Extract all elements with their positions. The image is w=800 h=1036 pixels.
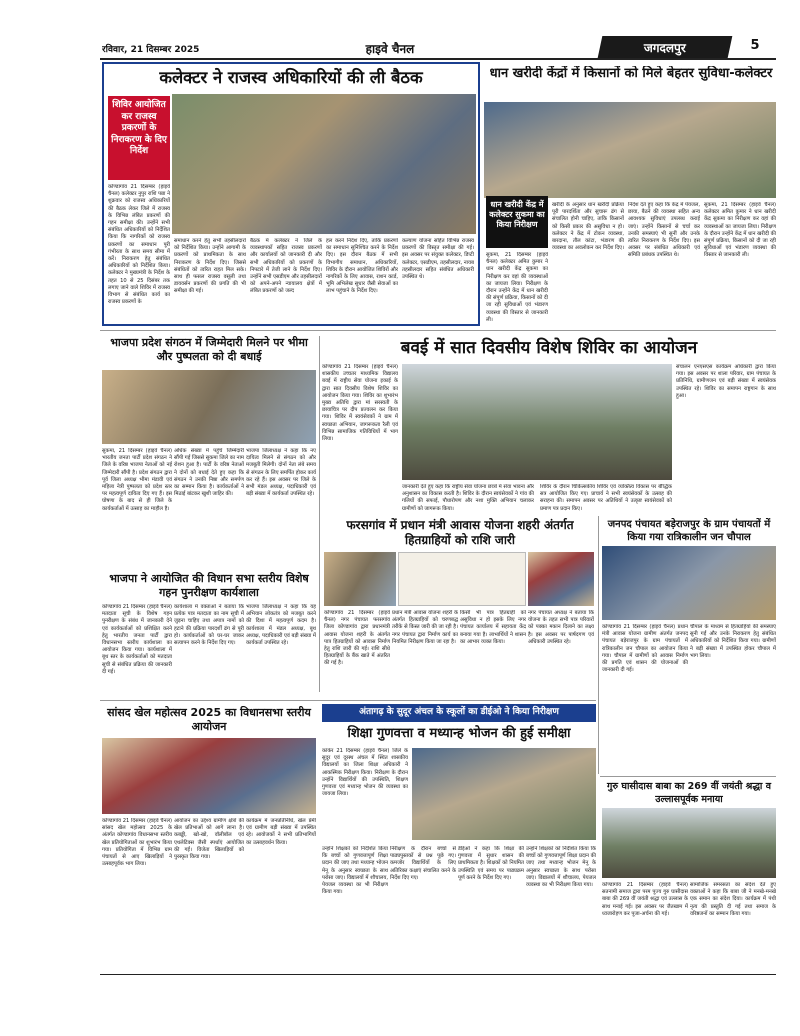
divider [100,700,596,701]
story-text: कांकेर 21 दिसम्बर (हाइवे चैनल) जिले के सुदूर एवं दूरस्थ अंचल में स्थित शासकीय विद्यालयों का जिला शिक्षा अधिकारी ने आकस्मिक निरीक्षण किया। निरीक्षण के दौरान उन्होंने विद्यार्थियों की उपस्थिति, शिक्षण गुणवत्ता एवं मध्यान्ह भोजन की व्यवस्था का जायजा लिया। [322,748,408,798]
story-text: डीईओ ने कहा कि शिक्षा की गुणवत्ता में सुधार शासन की प्राथमिकता है। शिक्षकों को नियमित उपस्थिति एवं समय पर पाठ्यक्रम पूर्ण करने के निर्देश दिए गए। [458,846,524,881]
story-text: हल करने निर्देश दिए, ताकि प्रकरणों का समाधान सुनिश्चित करने के निर्देश दिए। इस दौरान बैठक में सभी विभागीय समाधान, अधिकारियों, शिविर के दौरान आयोजित शिविरों और नागरिकों के लिए आवास, राशन कार्ड, भूमि अभिलेख सुधार जैसी सेवाओं का लाभ पहुंचाने के निर्देश दिए। [326,238,398,295]
bjp-group-photo-icon [102,370,316,444]
sports-photo-icon [102,738,316,814]
story-text: कोण्डागांव 21 दिसम्बर (हाइवे चैनल) सतनामी समाज द्वारा परम पूज्य गुरु घासीदास बाबा की 269 वीं जयंती श्रद्धा एवं उल्लास के साथ मनाई गई। इस अवसर पर जैतखाम में ध्वजारोहण कर पूजा-अर्चना की गई। [602,882,688,917]
story-text: अधिक संख्या में पहुंचे जिम्मेदारी सौंपी गई जिससे सुकमा जिले का नाम रोशन हुआ है। पार्टी के वरिष्ठ नेताओं ने दोनों को बधाई देते हुए कहा कि संगठन ने उनकी निष्ठा और समर्पण का सम्मान किया है। कार्यकर्ताओं ने मिठाई बांटकर खुशी जाहिर की। [174,448,244,498]
bank-document-icon [398,552,526,606]
story-text: शिविर के दौरान चिकित्सकीय शिविर एवं व्यक्तित्व विकास पर बौद्धिक सत्र आयोजित किए गए। प्राचार्य ने सभी स्वयंसेवकों के उत्साह की सराहना की। समापन अवसर पर अतिथियों ने उत्कृष्ट स्वयंसेवकों को प्रमाण पत्र प्रदान किए। [540,484,672,512]
story-text: निरीक्षण के दौरान बच्चों से पाठ्यपुस्तकों से प्रश्न पूछे गए। कमजोर विद्यार्थियों के लिए अतिरिक्त कक्षाएं संचालित करने के निर्देश दिए गए। [390,846,456,881]
school-photo-icon [412,748,596,840]
story-text: जानकारी देते हुए कहा कि राष्ट्रीय सेवा योजना छात्रों में सेवा भावना और अनुशासन का विकास करती है। शिविर के दौरान स्वयंसेवकों ने गांव की गलियों की सफाई, पौधारोपण और नशा मुक्ति अभियान चलाकर ग्रामीणों को जागरूक किया। [402,484,534,512]
header-date: रविवार, 21 दिसम्बर 2025 [102,45,200,55]
story-headline: भाजपा प्रदेश संगठन में जिम्मेदारी मिलने पर भीमा और पुष्पलता को दी बधाई [110,336,308,363]
divider [598,516,599,774]
jayanti-photo-icon [602,808,776,878]
story-text: कोण्डागांव 21 दिसम्बर (हाइवे चैनल) शासकीय उच्चतर माध्यमिक विद्यालय बवई में राष्ट्रीय सेवा योजना इकाई के द्वारा सात दिवसीय विशेष शिविर का आयोजन किया गया। शिविर का शुभारंभ मुख्य अतिथि द्वारा मां सरस्वती के छायाचित्र पर दीप प्रज्वलन कर किया गया। शिविर में स्वयंसेवकों ने ग्राम में स्वच्छता अभियान, जागरूकता रैली एवं विभिन्न सामाजिक गतिविधियों में भाग लिया। [322,364,398,443]
story-headline: जनपद पंचायत बड़ेराजपुर के ग्राम पंचायतों में किया गया रात्रिकालीन जन चौपाल [607,519,771,543]
story-text: चौपाल के माध्यम से हितग्राहियों की समस्याएं सुनी गईं और उनके निराकरण हेतु संबंधित अधिकारियों को निर्देशित किया गया। ग्रामीणों ने बड़ी संख्या में उपस्थित होकर चौपाल में भाग लिया। [690,624,776,659]
divider [319,336,320,692]
story-headline: सांसद खेल महोत्सव 2025 का विधानसभा स्तरीय आयोजन [107,706,311,733]
story-text: उन्होंने शिक्षकों को निर्देशित किया कि बच्चों को गुणवत्तापूर्ण शिक्षा प्रदान की जाए तथा मध्यान्ह भोजन मेनू के अनुसार स्वच्छता के साथ परोसा जाए। विद्यालयों में शौचालय, पेयजल व्यवस्था का भी निरीक्षण किया गया। [526,846,596,889]
story-text: कोण्डागांव 21 दिसम्बर (हाइवे चैनल) सांसद खेल महोत्सव 2025 के अंतर्गत कोण्डागांव विधानसभा स्तरीय खेल प्रतियोगिताओं का शुभारंभ किया गया। प्रतियोगिता में विभिन्न ग्राम पंचायतों से आए खिलाड़ियों ने उत्साहपूर्वक भाग लिया। [102,818,172,868]
story-headline: कलेक्टर ने राजस्व अधिकारियों की ली बैठक [159,68,423,87]
story-text: कोण्डागांव 21 दिसम्बर (हाइवे चैनल) मतदाता सूची के विशेष गहन पुनरीक्षण के संबंध में जानकारी देने एवं कार्यकर्ताओं को प्रशिक्षित करने हेतु भारतीय जनता पार्टी द्वारा विधानसभा स्तरीय कार्यशाला का आयोजन किया गया। कार्यशाला में बूथ स्तर के कार्यकर्ताओं को मतदाता सूची से संबंधित प्रक्रिया की जानकारी दी गई। [102,604,172,675]
story-text: भाजपा जिलाध्यक्ष ने कहा कि यह अभियान लोकतंत्र को मजबूत करने की दिशा में महत्वपूर्ण कदम है। कार्यशाला में मंडल अध्यक्ष, बूथ अध्यक्ष, पदाधिकारी एवं बड़ी संख्या में कार्यकर्ता उपस्थित रहे। [246,604,316,647]
story-text: सुकमा, 21 दिसम्बर (हाइवे चैनल) कलेक्टर अमित कुमार ने धान खरीदी केंद्र सुकमा का निरीक्षण कर वहां की व्यवस्थाओं का जायजा लिया। निरीक्षण के दौरान उन्होंने केंद्र में धान खरीदी की संपूर्ण प्रक्रिया, किसानों को दी जा रही सुविधाओं एवं भंडारण व्यवस्था की विस्तार से जानकारी ली। [704,202,776,259]
meeting-photo-icon [172,94,476,234]
story-text: कल्याण योजना सहित विभिन्न राजस्व प्रकरणों की विस्तृत समीक्षा की गई। इस अवसर पर संयुक्त कलेक्टर, डिप्टी कलेक्टर, एसडीएम, तहसीलदार, नायब तहसीलदार सहित संबंधित अधिकारी उपस्थित थे। [402,238,474,281]
story-text: समाधान करने हेतु सभी तहसीलदारों को निर्देशित किया। उन्होंने आगामी के प्रकरणों को प्राथमिकता के साथ निराकरण के निर्देश दिए। जिससे संबंधितों को त्वरित राहत मिल सके। साथ ही फसल राजस्व वसूली तथा डायवर्सन प्रकरणों की प्रगति की भी समीक्षा की गई। [174,238,246,295]
story-text: सुकमा, 21 दिसम्बर (हाइवे चैनल) कलेक्टर अमित कुमार ने धान खरीदी केंद्र सुकमा का निरीक्षण कर वहां की व्यवस्थाओं का जायजा लिया। निरीक्षण के दौरान उन्होंने केंद्र में धान खरीदी की संपूर्ण प्रक्रिया, किसानों को दी जा रही सुविधाओं एवं भंडारण व्यवस्था की विस्तार से जानकारी ली। [486,252,548,323]
beneficiary-photo-icon [324,552,396,606]
story-sidebox: धान खरीदी केंद्र में कलेक्टर सुकमा का किया निरीक्षण [486,196,548,248]
story-headline: शिक्षा गुणवत्ता व मध्यान्ह भोजन की हुई समीक्षा [347,726,571,741]
footer-rule [100,974,776,975]
header-city: जगदलपुर [598,36,733,58]
story-headline: बवई में सात दिवसीय विशेष शिविर का आयोजन [400,338,698,358]
story-text: कोण्डागांव 21 दिसम्बर (हाइवे चैनल) कलेक्टर नुपुर राशि पन्ना ने शुक्रवार को राजस्व अधिकारियों की बैठक लेकर जिले में राजस्व के विभिन्न लंबित प्रकरणों की गहन समीक्षा की। उन्होंने सभी संबंधित अधिकारियों को निर्देशित किया कि नागरिकों को राजस्व प्रकरणों का समाधान पूरी गंभीरता के साथ समय सीमा में करें। निराकरण हेतु संबंधित अधिकारियों को निर्देशित किया। कलेक्टर ने मुख्यमंत्री के निर्देश के तहत 10 से 25 दिसंबर तक लगाए जाने वाले शिविर में राजस्व विभाग से संबंधित कार्य का राजस्व प्रकरणों के [108,184,170,306]
story-headline: गुरु घासीदास बाबा का 269 वीं जयंती श्रद्धा व उल्लासपूर्वक मनाया [607,781,771,805]
story-text: कोण्डागांव 21 दिसम्बर (हाइवे चैनल) नगर पंचायत फरसगांव जिला कोण्डागांव द्वारा प्रधानमंत्री आवास योजना शहरी के अंतर्गत पात्र हितग्राहियों को आवास निर्माण हेतु राशि जारी की गई। राशि सीधे हितग्राहियों के बैंक खाते में अंतरित की गई है। [324,610,390,667]
divider [600,776,776,777]
chaupal-photo-icon [602,546,776,620]
camp-photo-icon [402,364,672,480]
story-text: खरीदी के अनुसार धान खरीदी प्रक्रिया पूरी पारदर्शिता और सुचारू ढंग से संचालित होनी चाहिए, ताकि किसानों को किसी प्रकार की असुविधा न हो। कलेक्टर ने केंद्र में टोकन व्यवस्था, बारदाना, तौल कांटा, भंडारण की व्यवस्था का अवलोकन कर निर्देश दिए। [552,202,624,252]
story-text: सामाजिक समरसता का संदेश देते हुए वक्ताओं ने कहा कि बाबा जी ने मनखे-मनखे एक समान का संदेश दिया। कार्यक्रम में पंथी नृत्य की प्रस्तुति दी गई तथा समाज के वरिष्ठजनों का सम्मान किया गया। [690,882,776,917]
story-text: आयोजन का उद्देश्य ग्रामीण क्षेत्रों की खेल प्रतिभाओं को आगे लाना है। कबड्डी, खो-खो, वॉलीबॉल एवं एथलेटिक्स जैसी स्पर्धाएं आयोजित की गईं। विजेता खिलाड़ियों को पुरस्कृत किया गया। [174,818,244,861]
story-text: नगर पंचायत अध्यक्ष ने बताया कि योजना के तहत सभी पात्र परिवारों को पक्का मकान दिलाने का लक्ष्य है। इस अवसर पर पार्षदगण एवं अधिकारी उपस्थित रहे। [528,610,594,645]
story-text: कोण्डागांव 21 दिसम्बर (हाइवे चैनल) प्रधान मंत्री आवास योजना ग्रामीण अंतर्गत जनपद पंचायत बड़ेराजपुर के ग्राम पंचायतों में रात्रिकालीन जन चौपाल का आयोजन किया गया। चौपाल में ग्रामीणों को आवास निर्माण की प्रगति एवं शासन की योजनाओं की जानकारी दी गई। [602,624,688,674]
header-paper-name: हाइवे चैनल [365,42,415,56]
story-headline: भाजपा ने आयोजित की विधान सभा स्तरीय विशेष गहन पुनरीक्षण कार्यशाला [109,572,309,599]
story-text: कार्यक्रम में जनप्रतिनिधि, खेल प्रेमी एवं ग्रामीण बड़ी संख्या में उपस्थित रहे। आयोजकों ने सभी प्रतिभागियों का उत्साहवर्धन किया। [246,818,316,846]
story-sidebox: शिविर आयोजित कर राजस्व प्रकरणों के निराकरण के दिए निर्देश [108,96,170,180]
story-text: भाजपा जिलाध्यक्ष ने कहा कि नए दायित्व मिलने से संगठन को और मजबूती मिलेगी। दोनों नेता लंबे समय से संगठन के लिए समर्पित होकर कार्य कर रहे हैं। इस अवसर पर जिले के सभी मंडल अध्यक्ष, पदाधिकारी एवं बड़ी संख्या में कार्यकर्ता उपस्थित रहे। [246,448,316,498]
divider [100,330,776,331]
beneficiary-photo-icon [528,552,594,606]
story-kicker: अंतागढ़ के सुदूर अंचल के स्कूलों का डीईओ ने किया निरीक्षण [322,704,596,722]
story-text: सुकमा, 21 दिसम्बर (हाइवे चैनल) भारतीय जनता पार्टी प्रदेश संगठन ने जिले के वरिष्ठ भाजपा नेताओं को नई जिम्मेदारी सौंपी है। प्रदेश संगठन द्वारा पूर्व जिला अध्यक्ष भीमा मंडावी एवं महिला नेत्री पुष्पलता को प्रदेश स्तर पर महत्वपूर्ण दायित्व दिए गए हैं। इस घोषणा के बाद से ही जिले के कार्यकर्ताओं में उत्साह का माहौल है। [102,448,172,512]
paddy-centre-photo-icon [484,102,776,198]
story-text: निर्देश देते हुए कहा कि केंद्र में पेयजल, छाया, बैठने की व्यवस्था सहित अन्य आवश्यक सुविधाएं उपलब्ध कराई जाएं। उन्होंने किसानों से चर्चा कर उनकी समस्याएं भी सुनीं और उनके त्वरित निराकरण के निर्देश दिए। इस अवसर पर संबंधित अधिकारी एवं समिति प्रबंधक उपस्थित थे। [628,202,700,259]
header-page-number: 5 [750,38,760,53]
story-text: उन्होंने शिक्षकों को निर्देशित किया कि बच्चों को गुणवत्तापूर्ण शिक्षा प्रदान की जाए तथा मध्यान्ह भोजन मेनू के अनुसार स्वच्छता के साथ परोसा जाए। विद्यालयों में शौचालय, पेयजल व्यवस्था का भी निरीक्षण किया गया। [322,846,388,896]
story-headline: फरसगांव में प्रधान मंत्री आवास योजना शहरी अंतर्गत हितग्राहियों को राशि जारी [346,518,574,547]
header-rule [100,58,776,60]
story-headline: धान खरीदी केंद्रों में किसानों को मिले बेहतर सुविधा-कलेक्टर [489,66,773,81]
story-text: कार्यशाला में वक्ताओं ने बताया कि प्रत्येक पात्र मतदाता का नाम सूची में जुड़ना चाहिए तथा अपात्र नामों को हटाने की प्रक्रिया पारदर्शी ढंग से पूरी हो। कार्यकर्ताओं को घर-घर जाकर सत्यापन करने के निर्देश दिए गए। [174,604,244,647]
story-text: संचालन एनएसएस कार्यक्रम अधिकारी द्वारा किया गया। इस अवसर पर शाला परिवार, ग्राम पंचायत के प्रतिनिधि, ग्रामीणजन एवं बड़ी संख्या में स्वयंसेवक उपस्थित रहे। शिविर का समापन राष्ट्रगान के साथ हुआ। [676,364,776,399]
story-text: बैठक में कलेक्टर ने जिले के व्यवस्थापकों सहित राजस्व प्रकरणों और कार्यालयों को जानकारी दी और सभी अधिकारियों को प्रकरणों के निपटारे में तेजी लाने के निर्देश दिए। उन्होंने सभी एसडीएम और तहसीलदारों को अपने-अपने न्यायालय क्षेत्रों में लंबित प्रकरणों को जल्द [250,238,322,295]
story-text: प्रधान मंत्री आवास योजना शहरी के अंतर्गत हितग्राहियों को चरणबद्ध तरीके से किस्त जारी की जा रही है। नगर पंचायत द्वारा निर्माण कार्य का नियमित निरीक्षण किया जा रहा है। [392,610,458,645]
story-text: किसी भी पात्र हितग्राही को असुविधा न हो इसके लिए नगर पंचायत कार्यालय में सहायता केंद्र बनाया गया है। लाभार्थियों ने शासन का आभार व्यक्त किया। [460,610,526,645]
